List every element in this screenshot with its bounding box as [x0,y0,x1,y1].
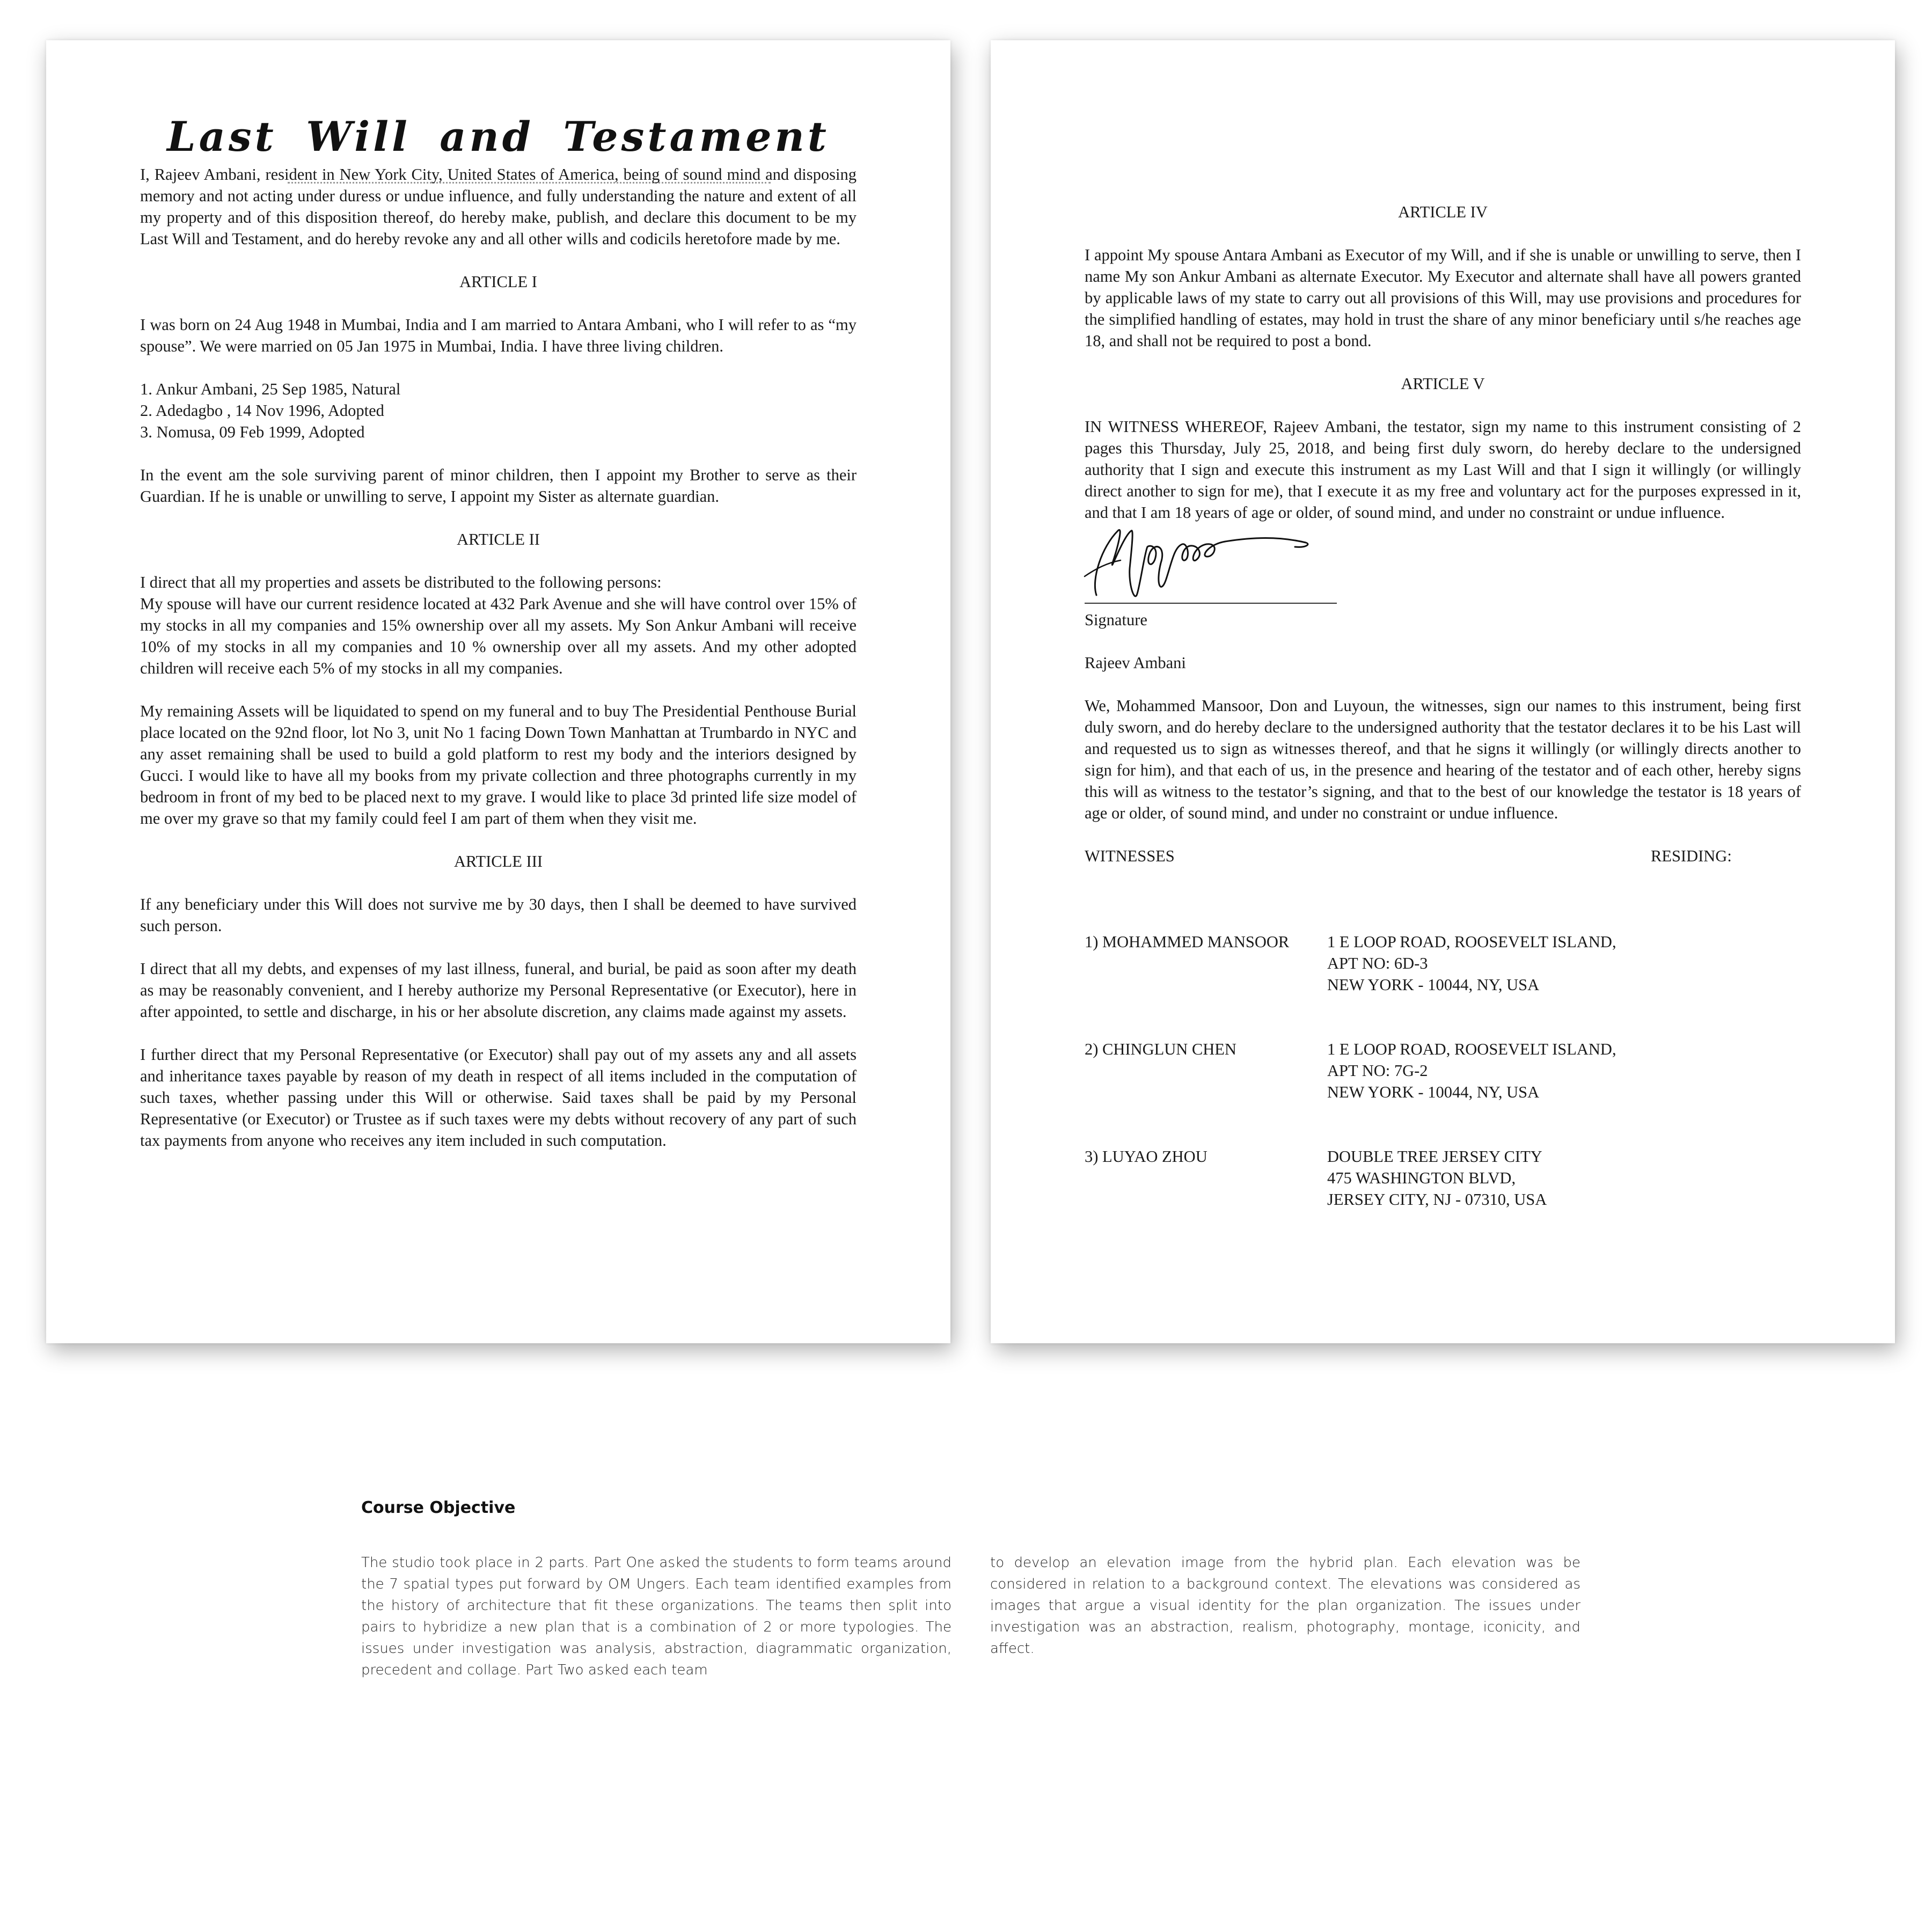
article-2-paragraph-2: My remaining Assets will be liquidated to spend on my funeral and to buy The Presidential Penthouse Burial place located on the 92nd floor, lot No 3, unit No 1 facing Down Town Manhattan at Trumbardo in NYC and any asset remaining shall be used to build a gold platform to rest my body and the interiors designed by Gucci. I would like to have all my books from my private collection and three photographs currently in my bedroom in front of my bed to be placed next to my grave. I would like to place 3d printed life size model of me over my grave so that my family could feel I am part of them when they visit me. [140,702,857,828]
address-line: APT NO: 7G-2 [1327,1062,1428,1080]
page-1-body [140,164,857,1173]
witness-row [1085,1038,1801,1103]
address-line: NEW YORK - 10044, NY, USA [1327,1083,1540,1101]
handwritten-signature [1080,515,1316,606]
course-objective-heading: Course Objective [361,1498,516,1517]
article-5-paragraph: IN WITNESS WHEREOF, Rajeev Ambani, the testator, sign my name to this instrument consisting of 2 pages this Thursday, July 25, 2018, and being first duly sworn, do hereby declare to the undersigned authority that I sign and execute this instrument as my Last Will and that I sign it willingly (or willingly direct another to sign for me), that I execute it as my free and voluntary act for the purposes expressed in it, and that I am 18 years of age or older, of sound mind, and under no constraint or undue influence. [1085,418,1801,522]
address-line: 475 WASHINGTON BLVD, [1327,1169,1516,1187]
article-1-paragraph-2: In the event am the sole surviving parent of minor children, then I appoint my Brother to serve as their Guardian. If he is unable or unwilling to serve, I appoint my Sister as alternate guardian. [140,466,857,506]
witness-name: 2) CHINGLUN CHEN [1085,1040,1236,1058]
will-page-1 [46,40,950,1343]
article-1-paragraph-1: I was born on 24 Aug 1948 in Mumbai, India and I am married to Antara Ambani, who I will refer to as “my spouse”. We were married on 05 Jan 1975 in Mumbai, India. I have three living children. [140,316,857,355]
document-title: Last Will and Testament [167,113,830,160]
course-objective-column-1: The studio took place in 2 parts. Part One asked the students to form teams around the 7 spatial types put forward by OM Ungers. Each team identified examples from the history of architecture that fit these organizations. The teams then split into pairs to hybridize a new plan that is a combination of 2 or more typologies. The issues under investigation was analysis, abstraction, diagrammatic organization, precedent and collage. Part Two asked each team [361,1555,952,1678]
witness-address [1327,1038,1801,1103]
testator-name: Rajeev Ambani [1085,654,1186,672]
child-item: 1. Ankur Ambani, 25 Sep 1985, Natural [140,380,401,398]
intro-paragraph: I, Rajeev Ambani, resident in New York City, United States of America, being of sound mind and disposing memory and not acting under duress or undue influence, and fully understanding the nature and extent of all my property and of this disposition thereof, do hereby make, publish, and declare this document to be my Last Will and Testament, and do hereby revoke any and all other wills and codicils heretofore made by me. [140,165,857,248]
address-line: NEW YORK - 10044, NY, USA [1327,976,1540,994]
article-3-paragraph-1: If any beneficiary under this Will does not survive me by 30 days, then I shall be deemed to have survived such person. [140,895,857,935]
article-3-paragraph-2: I direct that all my debts, and expenses of my last illness, funeral, and burial, be paid as soon after my death as may be reasonably convenient, and I hereby authorize my Personal Representative (or Executor), here in after appointed, to settle and discharge, in his or her absolute discretion, any claims made against my assets. [140,960,857,1021]
article-4-heading: ARTICLE IV [1398,203,1488,221]
witness-header [1085,845,1801,867]
article-2-heading: ARTICLE II [457,530,540,548]
article-2-paragraph-1a: I direct that all my properties and assets be distributed to the following persons: [140,573,662,591]
witness-row [1085,931,1801,996]
witness-row [1085,1146,1801,1210]
address-line: 1 E LOOP ROAD, ROOSEVELT ISLAND, [1327,933,1616,951]
child-item: 2. Adedagbo , 14 Nov 1996, Adopted [140,401,384,420]
witness-name: 1) MOHAMMED MANSOOR [1085,933,1290,951]
will-page-2 [991,40,1895,1343]
signature-block [1085,523,1801,609]
children-list [140,378,857,443]
address-line: DOUBLE TREE JERSEY CITY [1327,1147,1542,1166]
article-3-heading: ARTICLE III [453,852,543,870]
witness-statement: We, Mohammed Mansoor, Don and Luyoun, the witnesses, sign our names to this instrument, being first duly sworn, and do hereby declare to the undersigned authority that the testator declares it to be his Last will and requested us to sign as witnesses thereof, and that he signs it willingly (or willingly directs another to sign for him), and that each of us, in the presence and hearing of the testator and of each other, hereby signs this will as witness to the testator’s signing, and that to the best of our knowledge the testator is 18 years of age or older, of sound mind, and under no constraint or undue influence. [1085,697,1801,822]
article-4-paragraph: I appoint My spouse Antara Ambani as Executor of my Will, and if she is unable or unwilling to serve, then I name My son Ankur Ambani as alternate Executor. My Executor and alternate shall have all powers granted by applicable laws of my state to carry out all provisions of this Will, may use provisions and procedures for the simplified handling of estates, may hold in trust the share of any minor beneficiary until s/he reaches age 18, and shall not be required to post a bond. [1085,246,1801,350]
signature-label: Signature [1085,611,1147,629]
signature-line [1085,603,1337,604]
article-5-heading: ARTICLE V [1401,375,1485,393]
witness-address [1327,1146,1801,1210]
address-line: 1 E LOOP ROAD, ROOSEVELT ISLAND, [1327,1040,1616,1058]
address-line: JERSEY CITY, NJ - 07310, USA [1327,1190,1547,1209]
page-2-body [1085,201,1801,1253]
child-item: 3. Nomusa, 09 Feb 1999, Adopted [140,423,365,441]
article-2-paragraph-1b: My spouse will have our current residence located at 432 Park Avenue and she will have control over 15% of my stocks in all my companies and 15% ownership over all my assets. My Son Ankur Ambani will receive 10% of my stocks in all my companies and 10 % ownership over all my assets. And my other adopted children will receive each 5% of my stocks in all my companies. [140,595,857,677]
witness-address [1327,931,1801,996]
article-3-paragraph-3: I further direct that my Personal Representative (or Executor) shall pay out of my assets any and all assets and inheritance taxes payable by reason of my death in respect of all items included in the computation of such taxes, whether passing under this Will or otherwise. Said taxes shall be paid by my Personal Representative (or Executor) or Trustee as if such taxes were my debts without recovery of any part of such tax payments from anyone who receives any item included in such computation. [140,1045,857,1150]
witnesses-label: WITNESSES [1085,847,1175,865]
residing-label: RESIDING: [1651,847,1732,865]
course-objective-column-2: to develop an elevation image from the hybrid plan. Each elevation was be considered in relation to a background context. The elevations was considered as images that argue a visual identity for the plan organization. The issues under investigation was an abstraction, realism, photography, montage, iconicity, and affect. [990,1555,1580,1657]
witness-name: 3) LUYAO ZHOU [1085,1147,1208,1166]
article-1-heading: ARTICLE I [459,273,537,291]
address-line: APT NO: 6D-3 [1327,954,1428,972]
